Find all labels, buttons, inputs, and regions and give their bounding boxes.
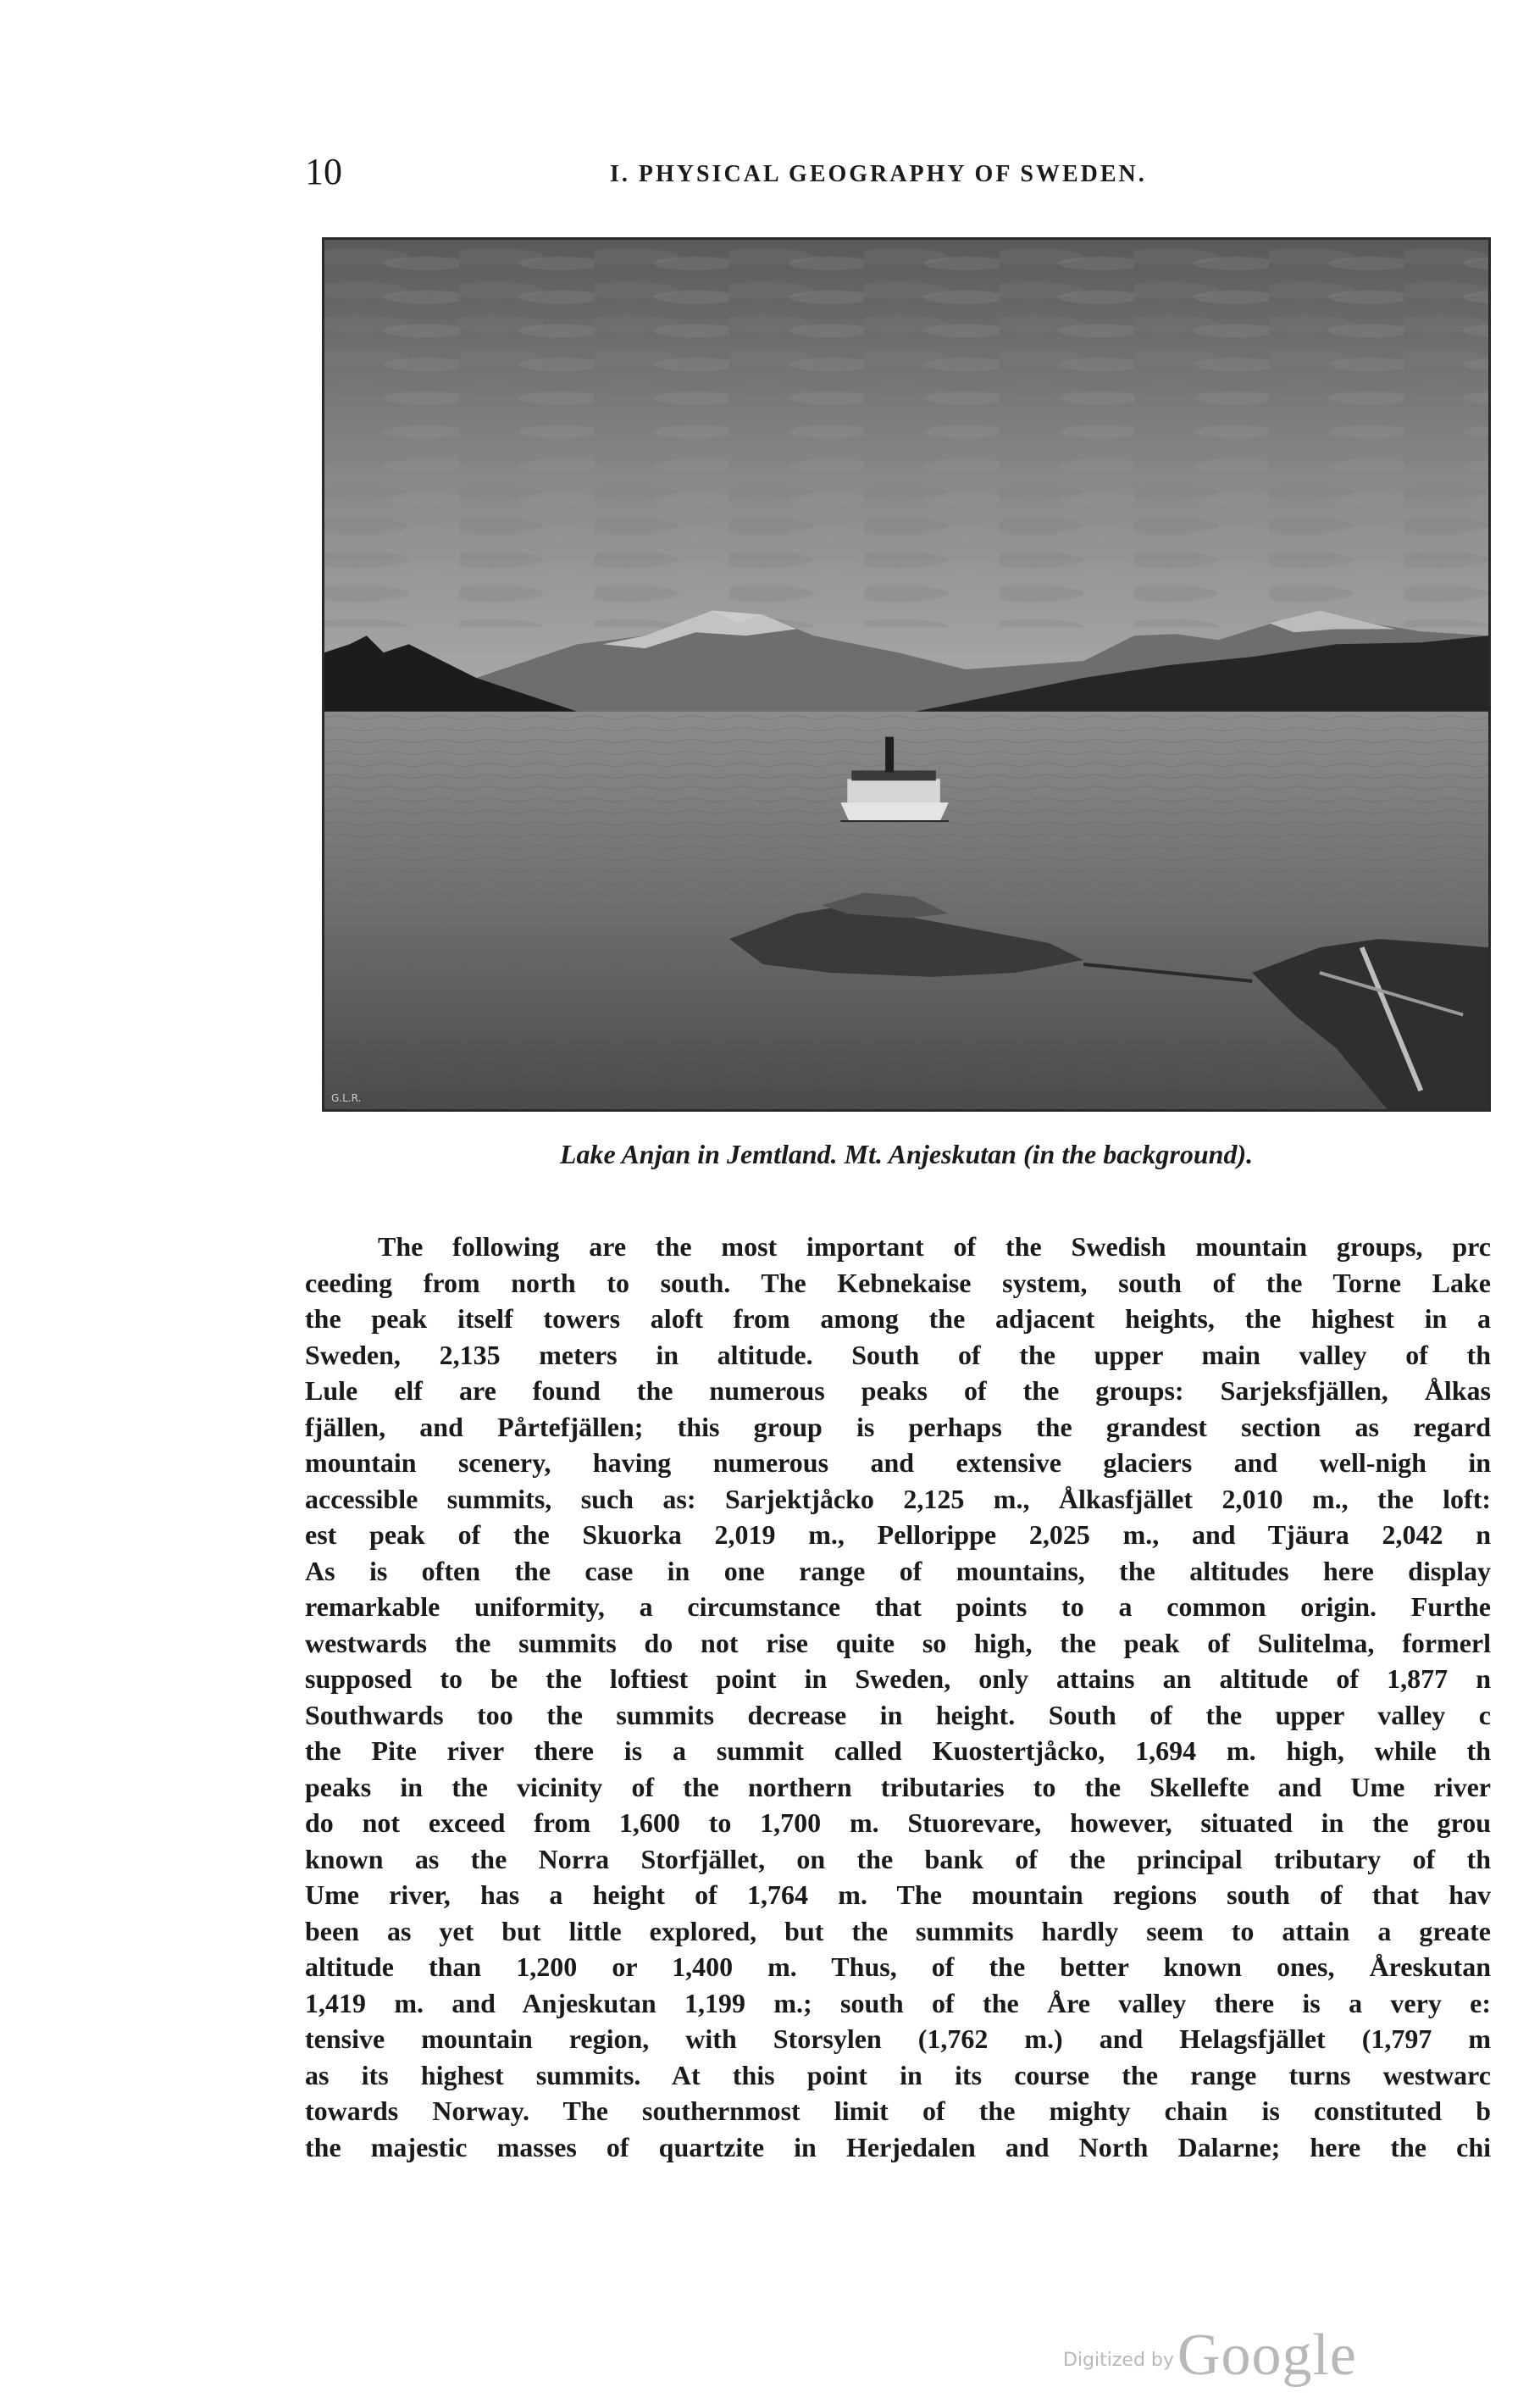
text-line: tensive mountain region, with Storsylen (1,762 m.) and Helagsfjället (1,797 m — [305, 2023, 1491, 2054]
plate-mark: G.L.R. — [331, 1092, 362, 1104]
watermark-prefix: Digitized by — [1063, 2350, 1174, 2371]
text-line: Ume river, has a height of 1,764 m. The mountain regions south of that hav — [305, 1879, 1491, 1910]
text-line: known as the Norra Storfjället, on the bank of the principal tributary of th — [305, 1843, 1491, 1874]
page-number: 10 — [305, 151, 342, 192]
text-line: altitude than 1,200 or 1,400 m. Thus, of the better known ones, Åreskutan — [305, 1951, 1491, 1982]
text-line: 1,419 m. and Anjeskutan 1,199 m.; south of the Åre valley there is a very e: — [305, 1987, 1491, 2018]
running-title: I. PHYSICAL GEOGRAPHY OF SWEDEN. — [610, 161, 1147, 187]
photograph — [322, 237, 1491, 1112]
text-line: As is often the case in one range of mountains, the altitudes here display — [305, 1555, 1491, 1586]
figure-caption: Lake Anjan in Jemtland. Mt. Anjeskutan (in the background). — [559, 1139, 1254, 1169]
text-line: The following are the most important of the Swedish mountain groups, prc — [378, 1231, 1491, 1262]
text-line: do not exceed from 1,600 to 1,700 m. Stuorevare, however, situated in the grou — [305, 1807, 1491, 1838]
text-line: as its highest summits. At this point in its course the range turns westwarc — [305, 2059, 1491, 2090]
text-line: the majestic masses of quartzite in Herjedalen and North Dalarne; here the chi — [305, 2131, 1491, 2162]
text-line: ceeding from north to south. The Kebnekaise system, south of the Torne Lake — [305, 1267, 1491, 1298]
text-line: the peak itself towers aloft from among the adjacent heights, the highest in a — [305, 1303, 1491, 1334]
digitized-watermark — [1063, 2322, 1419, 2390]
body-text — [305, 1229, 1491, 2165]
text-line: fjällen, and Pårtefjällen; this group is perhaps the grandest section as regard — [305, 1411, 1491, 1442]
text-line: peaks in the vicinity of the northern tributaries to the Skellefte and Ume river — [305, 1771, 1491, 1802]
text-line: Sweden, 2,135 meters in altitude. South of the upper main valley of th — [305, 1339, 1491, 1370]
text-line: the Pite river there is a summit called Kuostertjåcko, 1,694 m. high, while th — [305, 1735, 1491, 1766]
lake-photo-illustration — [324, 240, 1488, 1109]
text-line: remarkable uniformity, a circumstance that points to a common origin. Furthe — [305, 1591, 1491, 1622]
text-line: Lule elf are found the numerous peaks of the groups: Sarjeksfjällen, Ålkas — [305, 1375, 1491, 1406]
text-line: Southwards too the summits decrease in height. South of the upper valley c — [305, 1699, 1491, 1730]
text-line: est peak of the Skuorka 2,019 m., Pellorippe 2,025 m., and Tjäura 2,042 n — [305, 1519, 1491, 1550]
text-line: supposed to be the loftiest point in Sweden, only attains an altitude of 1,877 n — [305, 1663, 1491, 1694]
text-line: towards Norway. The southernmost limit of the mighty chain is constituted b — [305, 2095, 1491, 2126]
text-line: been as yet but little explored, but the summits hardly seem to attain a greate — [305, 1915, 1491, 1946]
text-line: mountain scenery, having numerous and extensive glaciers and well-nigh in — [305, 1447, 1491, 1478]
watermark-brand: Google — [1177, 2323, 1357, 2388]
text-line: westwards the summits do not rise quite so high, the peak of Sulitelma, formerl — [305, 1627, 1491, 1658]
text-line: accessible summits, such as: Sarjektjåcko 2,125 m., Ålkasfjället 2,010 m., the loft: — [305, 1483, 1491, 1514]
